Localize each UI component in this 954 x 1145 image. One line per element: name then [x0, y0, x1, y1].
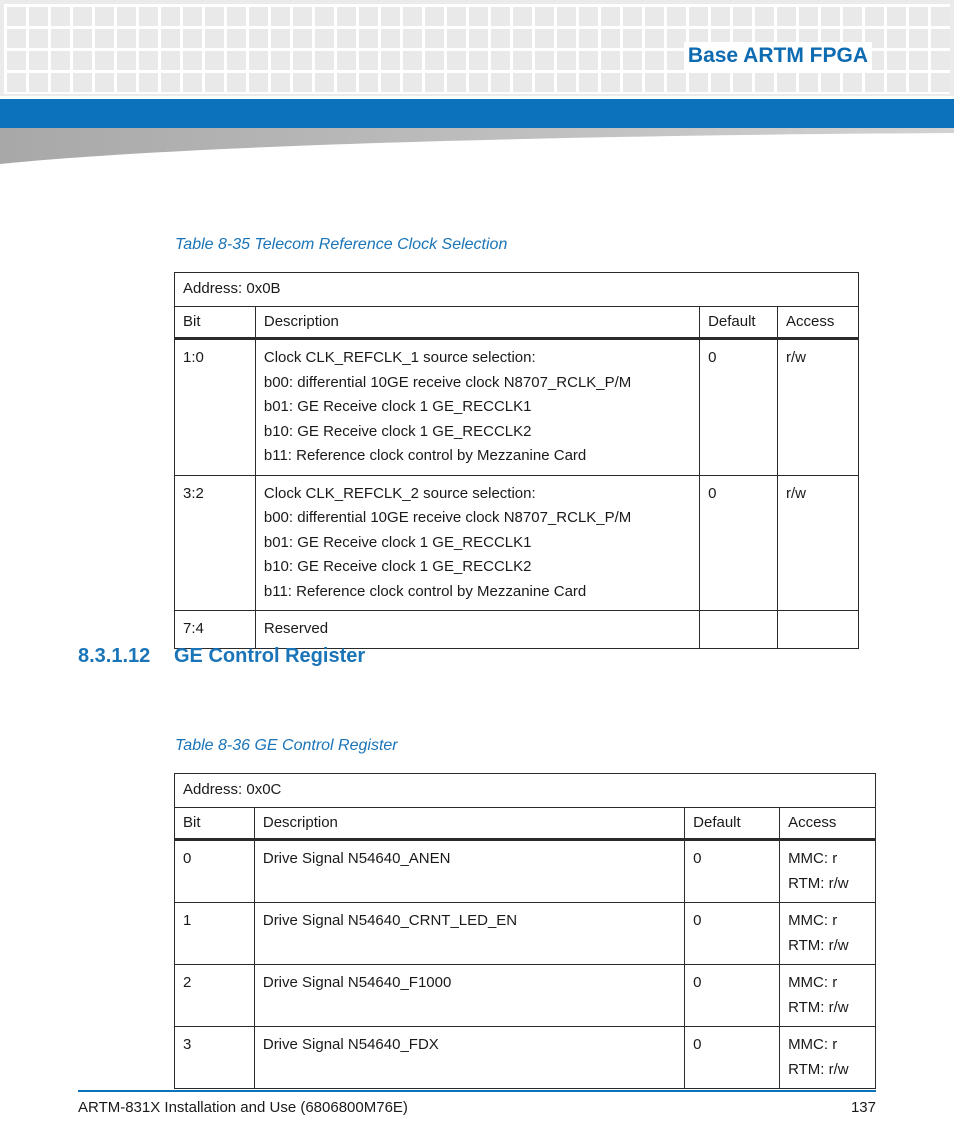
cell-bit: 0 [175, 840, 255, 903]
cell-bit: 1:0 [175, 339, 256, 476]
section-title: GE Control Register [174, 645, 366, 667]
cell-description: Drive Signal N54640_ANEN [254, 840, 684, 903]
cell-default: 0 [700, 475, 778, 611]
table-row [175, 840, 876, 903]
cell-description: Drive Signal N54640_F1000 [254, 965, 684, 1027]
cell-default: 0 [685, 1027, 780, 1089]
cell-bit: 3 [175, 1027, 255, 1089]
cell-bit: 3:2 [175, 475, 256, 611]
access-mmc: MMC: r [788, 974, 838, 991]
cell-access [780, 840, 876, 903]
table2-address: Address: 0x0C [175, 774, 876, 808]
table1-col-description: Description [255, 306, 699, 339]
description-line: b01: GE Receive clock 1 GE_RECCLK1 [263, 533, 532, 551]
description-line: Reserved [263, 620, 329, 637]
table1-col-bit: Bit [175, 306, 256, 339]
header-band [0, 99, 954, 128]
table-row [175, 339, 859, 476]
header-swoosh [0, 128, 954, 164]
cell-bit: 7:4 [175, 611, 256, 649]
table-row [175, 1027, 876, 1089]
cell-access [778, 611, 859, 649]
description-line: b11: Reference clock control by Mezzanine Card [263, 447, 587, 464]
table-row [175, 903, 876, 965]
footer-document-title: ARTM-831X Installation and Use (6806800M76E) [78, 1099, 408, 1116]
footer-rule [78, 1090, 876, 1092]
description-line: b01: GE Receive clock 1 GE_RECCLK1 [263, 398, 532, 415]
cell-description: Drive Signal N54640_CRNT_LED_EN [254, 903, 684, 965]
table2-col-bit: Bit [175, 807, 255, 840]
description-line: b00: differential 10GE receive clock N8707_RCLK_P/M [263, 509, 632, 526]
cell-default: 0 [700, 339, 778, 476]
cell-access [780, 1027, 876, 1089]
cell-bit: 1 [175, 903, 255, 965]
access-mmc: MMC: r [788, 1036, 838, 1053]
cell-description: Drive Signal N54640_FDX [254, 1027, 684, 1089]
section-number: 8.3.1.12 [78, 645, 151, 667]
table1-col-access: Access [778, 306, 859, 339]
description-line: Clock CLK_REFCLK_1 source selection: [263, 349, 536, 366]
cell-default: 0 [685, 965, 780, 1027]
access-mmc: MMC: r [788, 850, 838, 867]
table2-col-description: Description [254, 807, 684, 840]
access-rtm: RTM: r/w [788, 1060, 849, 1078]
table2-col-default: Default [685, 807, 780, 840]
description-line: b10: GE Receive clock 1 GE_RECCLK2 [263, 558, 532, 575]
telecom-refclk-table [174, 272, 859, 649]
table1-caption: Table 8-35 Telecom Reference Clock Selection [175, 236, 508, 253]
access-rtm: RTM: r/w [788, 998, 849, 1016]
page-header-title: Base ARTM FPGA [684, 42, 872, 70]
section-heading [78, 645, 365, 668]
cell-default: 0 [685, 903, 780, 965]
cell-default [700, 611, 778, 649]
access-mmc: MMC: r [788, 912, 838, 929]
cell-access [780, 965, 876, 1027]
description-line: Clock CLK_REFCLK_2 source selection: [263, 484, 536, 502]
table2-col-access: Access [780, 807, 876, 840]
description-line: b11: Reference clock control by Mezzanine Card [263, 582, 587, 600]
cell-access: r/w [778, 475, 859, 611]
cell-default: 0 [685, 840, 780, 903]
cell-access [780, 903, 876, 965]
description-line: b10: GE Receive clock 1 GE_RECCLK2 [263, 422, 532, 440]
cell-bit: 2 [175, 965, 255, 1027]
cell-description [255, 611, 699, 649]
table-row [175, 611, 859, 649]
table2-caption: Table 8-36 GE Control Register [175, 737, 398, 754]
access-rtm: RTM: r/w [788, 874, 849, 892]
access-rtm: RTM: r/w [788, 936, 849, 954]
ge-control-table [174, 773, 876, 1089]
table-row [175, 965, 876, 1027]
footer-page-number: 137 [850, 1099, 876, 1116]
cell-description [255, 475, 699, 611]
table1-col-default: Default [700, 306, 778, 339]
table1-address: Address: 0x0B [175, 273, 859, 307]
table-row [175, 475, 859, 611]
description-line: b00: differential 10GE receive clock N8707_RCLK_P/M [263, 373, 632, 391]
cell-description [255, 339, 699, 476]
cell-access: r/w [778, 339, 859, 476]
